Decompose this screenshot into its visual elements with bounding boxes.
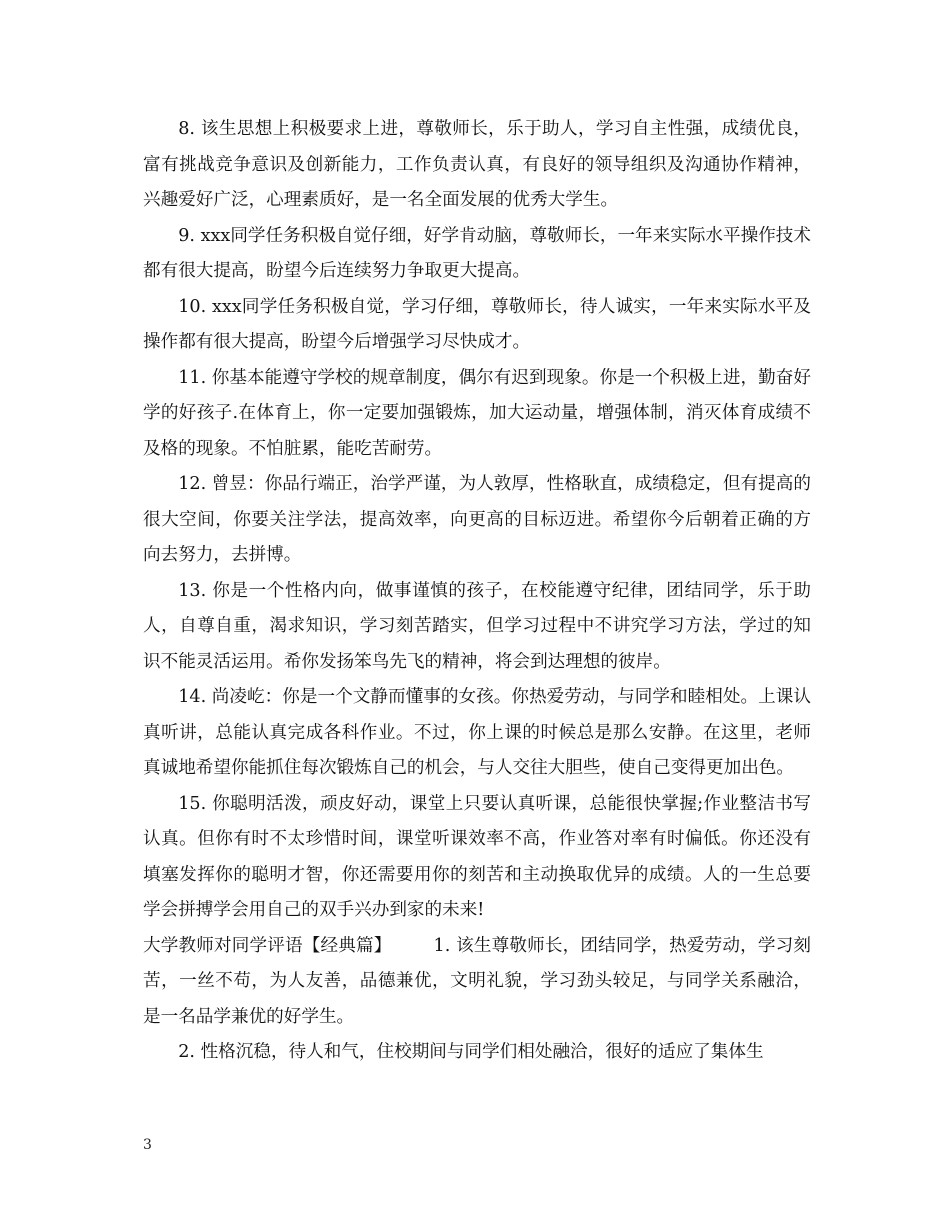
comment-paragraph-13: 13. 你是一个性格内向，做事谨慎的孩子，在校能遵守纪律，团结同学，乐于助人，自尊自重，渴求知识，学习刻苦踏实，但学习过程中不讲究学习方法，学过的知识不能灵活运用。希你发扬笨鸟先飞的精神，将会到达理想的彼岸。 xyxy=(143,580,811,672)
section-heading: 大学教师对同学评语【经典篇】 xyxy=(143,935,392,956)
comment-paragraph-11: 11. 你基本能遵守学校的规章制度，偶尔有迟到现象。你是一个积极上进，勤奋好学的好孩子.在体育上，你一定要加强锻炼，加大运动量，增强体制，消灭体育成绩不及格的现象。不怕脏累，能吃苦耐劳。 xyxy=(143,367,811,459)
section-paragraph xyxy=(143,929,811,1036)
comment-paragraph-14: 14. 尚凌屹：你是一个文静而懂事的女孩。你热爱劳动，与同学和睦相处。上课认真听讲，总能认真完成各科作业。不过，你上课的时候总是那么安静。在这里，老师真诚地希望你能抓住每次锻炼自己的机会，与人交往大胆些，使自己变得更加出色。 xyxy=(143,687,811,778)
comment-paragraph-15: 15. 你聪明活泼，顽皮好动，课堂上只要认真听课，总能很快掌握;作业整洁书写认真。但你有时不太珍惜时间，课堂听课效率不高，作业答对率有时偏低。你还没有填塞发挥你的聪明才智，你还需要用你的刻苦和主动换取优异的成绩。人的一生总要学会拼搏学会用自己的双手兴办到家的未来! xyxy=(143,793,811,920)
section-first-item: 1. 该生尊敬师长，团结同学，热爱劳动，学习刻苦，一丝不苟，为人友善，品德兼优，文明礼貌，学习劲头较足，与同学关系融洽，是一名品学兼优的好学生。 xyxy=(143,935,811,1027)
comment-paragraph-9: 9. xxx同学任务积极自觉仔细，好学肯动脑，尊敬师长，一年来实际水平操作技术都有很大提高，盼望今后连续努力争取更大提高。 xyxy=(143,225,811,281)
comment-paragraph-8: 8. 该生思想上积极要求上进，尊敬师长，乐于助人，学习自主性强，成绩优良，富有挑战竞争意识及创新能力，工作负责认真，有良好的领导组织及沟通协作精神，兴趣爱好广泛，心理素质好，是一名全面发展的优秀大学生。 xyxy=(143,119,811,210)
document-body xyxy=(143,112,811,1071)
comment-paragraph-12: 12. 曾昱：你品行端正，治学严谨，为人敦厚，性格耿直，成绩稳定，但有提高的很大空间，你要关注学法，提高效率，向更高的目标迈进。希望你今后朝着正确的方向去努力，去拼博。 xyxy=(143,474,811,565)
page-number: 3 xyxy=(143,1137,152,1153)
comment-paragraph-10: 10. xxx同学任务积极自觉，学习仔细，尊敬师长，待人诚实，一年来实际水平及操作都有很大提高，盼望今后增强学习尽快成才。 xyxy=(143,296,811,352)
comment-paragraph-2: 2. 性格沉稳，待人和气，住校期间与同学们相处融洽，很好的适应了集体生 xyxy=(178,1042,764,1062)
